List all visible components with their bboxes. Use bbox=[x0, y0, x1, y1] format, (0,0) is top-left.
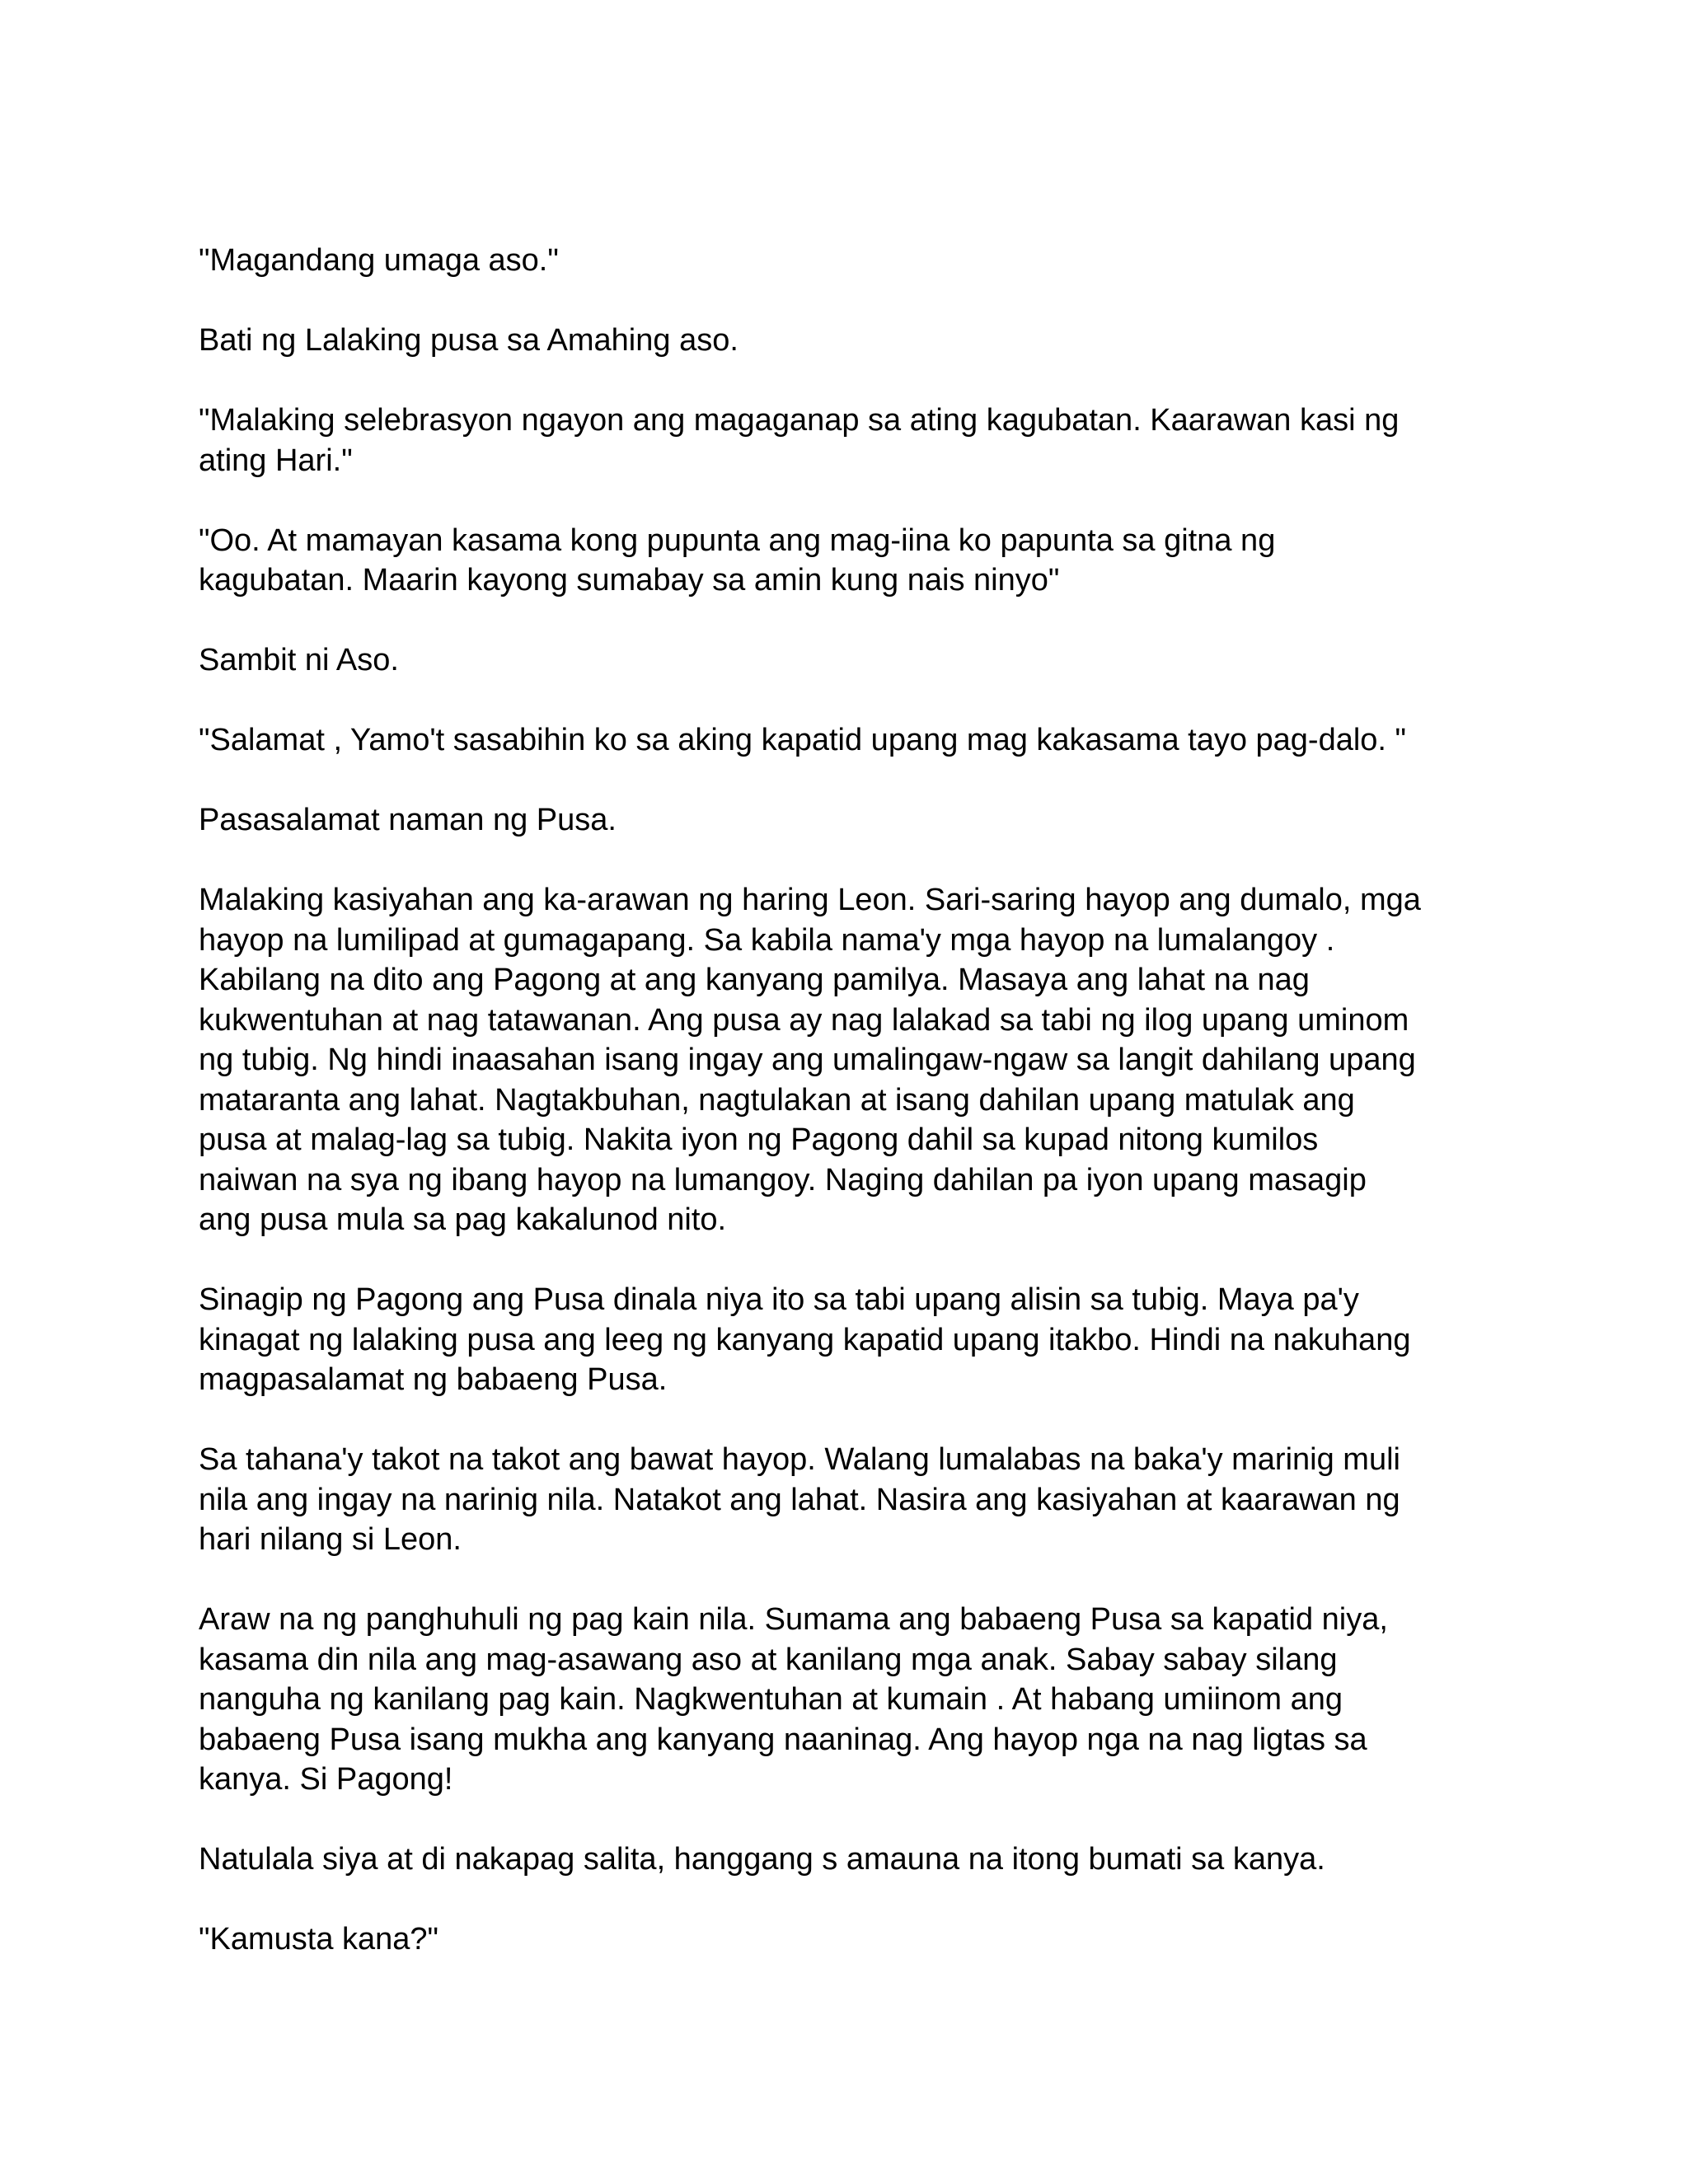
paragraph-kasiyahan bbox=[199, 880, 1534, 1240]
text-line: kanya. Si Pagong! bbox=[199, 1762, 453, 1797]
text-line: naiwan na sya ng ibang hayop na lumangoy. Naging dahilan pa iyon upang masagip bbox=[199, 1162, 1367, 1197]
text-line: magpasalamat ng babaeng Pusa. bbox=[199, 1362, 668, 1397]
text-line: kasama din nila ang mag-asawang aso at kanilang mga anak. Sabay sabay silang bbox=[199, 1642, 1338, 1677]
text-line: Natulala siya at di nakapag salita, hanggang s amauna na itong bumati sa kanya. bbox=[199, 1842, 1325, 1877]
text-line: Pasasalamat naman ng Pusa. bbox=[199, 803, 617, 837]
paragraph-panghuhuli bbox=[199, 1600, 1534, 1800]
story-body bbox=[199, 241, 1534, 1999]
paragraph-sinagip bbox=[199, 1280, 1534, 1400]
paragraph-narration-bati bbox=[199, 321, 1534, 361]
paragraph-tahanan bbox=[199, 1440, 1534, 1560]
text-line: Sa tahana'y takot na takot ang bawat hayop. Walang lumalabas na baka'y marinig muli bbox=[199, 1442, 1400, 1477]
text-line: "Malaking selebrasyon ngayon ang magaganap sa ating kagubatan. Kaarawan kasi ng bbox=[199, 403, 1400, 438]
text-line: babaeng Pusa isang mukha ang kanyang naaninag. Ang hayop nga na nag ligtas sa bbox=[199, 1722, 1367, 1757]
paragraph-narration-sambit bbox=[199, 640, 1534, 681]
text-line: nila ang ingay na narinig nila. Natakot ang lahat. Nasira ang kasiyahan at kaarawan ng bbox=[199, 1482, 1400, 1517]
text-line: "Oo. At mamayan kasama kong pupunta ang mag-iina ko papunta sa gitna ng bbox=[199, 523, 1276, 558]
text-line: hayop na lumilipad at gumagapang. Sa kabila nama'y mga hayop na lumalangoy . bbox=[199, 922, 1335, 958]
text-line: ng tubig. Ng hindi inaasahan isang ingay ang umalingaw-ngaw sa langit dahilang upang bbox=[199, 1043, 1416, 1077]
text-line: kagubatan. Maarin kayong sumabay sa amin kung nais ninyo" bbox=[199, 563, 1060, 598]
paragraph-dialogue-selebrasyon bbox=[199, 401, 1534, 480]
text-line: "Kamusta kana?" bbox=[199, 1922, 439, 1957]
text-line: Sambit ni Aso. bbox=[199, 643, 399, 677]
text-line: kinagat ng lalaking pusa ang leeg ng kanyang kapatid upang itakbo. Hindi na nakuhang bbox=[199, 1322, 1411, 1357]
text-line: ang pusa mula sa pag kakalunod nito. bbox=[199, 1202, 727, 1237]
text-line: pusa at malag-lag sa tubig. Nakita iyon ng Pagong dahil sa kupad nitong kumilos bbox=[199, 1122, 1319, 1157]
paragraph-dialogue-kamusta bbox=[199, 1919, 1534, 1960]
text-line: mataranta ang lahat. Nagtakbuhan, nagtulakan at isang dahilan upang matulak ang bbox=[199, 1082, 1355, 1118]
text-line: nanguha ng kanilang pag kain. Nagkwentuhan at kumain . At habang umiinom ang bbox=[199, 1682, 1343, 1717]
text-line: Bati ng Lalaking pusa sa Amahing aso. bbox=[199, 323, 738, 358]
text-line: Malaking kasiyahan ang ka-arawan ng haring Leon. Sari-saring hayop ang dumalo, mga bbox=[199, 883, 1421, 917]
text-line: Kabilang na dito ang Pagong at ang kanyang pamilya. Masaya ang lahat na nag bbox=[199, 963, 1310, 997]
paragraph-narration-pasasalamat bbox=[199, 800, 1534, 841]
text-line: hari nilang si Leon. bbox=[199, 1522, 462, 1557]
text-line: "Salamat , Yamo't sasabihin ko sa aking kapatid upang mag kakasama tayo pag-dalo. " bbox=[199, 723, 1407, 757]
paragraph-natulala bbox=[199, 1840, 1534, 1880]
text-line: kukwentuhan at nag tatawanan. Ang pusa ay nag lalakad sa tabi ng ilog upang uminom bbox=[199, 1002, 1409, 1038]
paragraph-dialogue-salamat bbox=[199, 720, 1534, 761]
paragraph-greeting bbox=[199, 241, 1534, 281]
text-line: ating Hari." bbox=[199, 443, 353, 478]
text-line: "Magandang umaga aso." bbox=[199, 243, 559, 278]
text-line: Araw na ng panghuhuli ng pag kain nila. Sumama ang babaeng Pusa sa kapatid niya, bbox=[199, 1602, 1388, 1637]
text-line: Sinagip ng Pagong ang Pusa dinala niya ito sa tabi upang alisin sa tubig. Maya pa'y bbox=[199, 1282, 1359, 1317]
paragraph-dialogue-oo bbox=[199, 521, 1534, 601]
